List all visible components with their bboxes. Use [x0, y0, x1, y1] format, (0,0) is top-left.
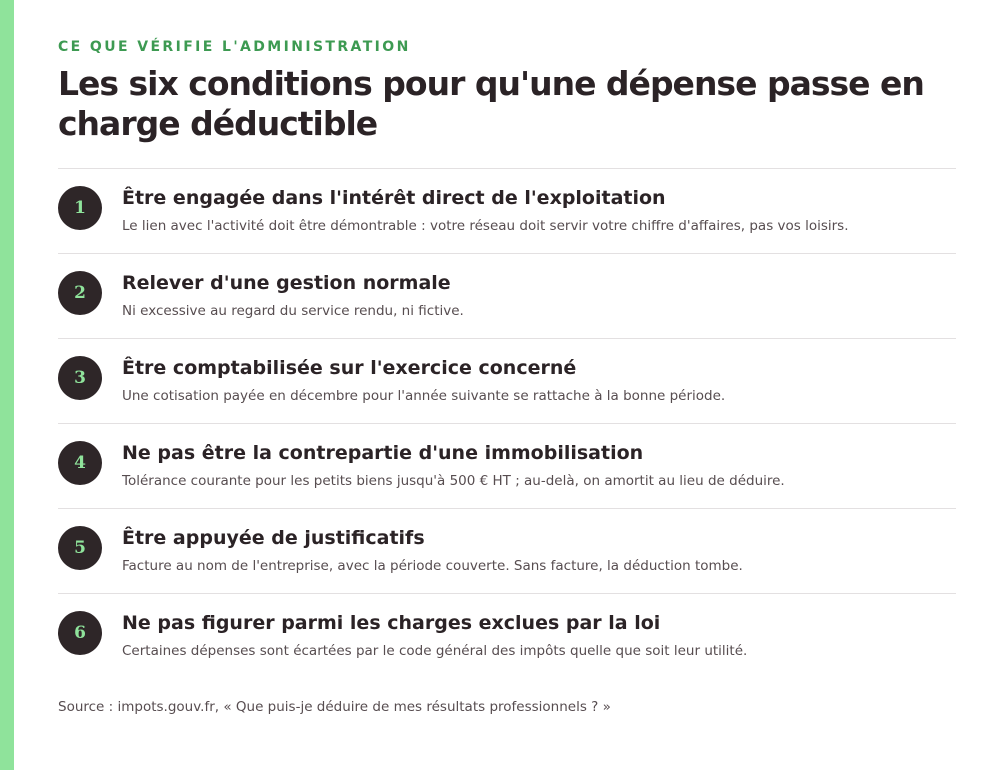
condition-description: Certaines dépenses sont écartées par le code général des impôts quelle que soit leur utilité. [122, 643, 748, 659]
source-note: Source : impots.gouv.fr, « Que puis-je déduire de mes résultats professionnels ? » [58, 699, 611, 715]
condition-number-badge: 2 [58, 271, 102, 315]
condition-title: Relever d'une gestion normale [122, 272, 451, 294]
condition-number-badge: 6 [58, 611, 102, 655]
condition-title: Être appuyée de justificatifs [122, 527, 425, 549]
condition-title: Être comptabilisée sur l'exercice concerné [122, 357, 577, 379]
condition-description: Facture au nom de l'entreprise, avec la période couverte. Sans facture, la déduction tombe. [122, 558, 743, 574]
condition-text [122, 254, 464, 320]
condition-number-badge: 3 [58, 356, 102, 400]
condition-text [122, 424, 785, 490]
condition-number-badge: 1 [58, 186, 102, 230]
condition-description: Le lien avec l'activité doit être démontrable : votre réseau doit servir votre chiffre d'affaires, pas vos loisirs. [122, 218, 849, 234]
condition-item-4 [58, 424, 956, 509]
condition-item-1 [58, 169, 956, 254]
article-content [58, 38, 956, 715]
condition-title: Ne pas figurer parmi les charges exclues par la loi [122, 612, 661, 634]
accent-bar [0, 0, 14, 770]
condition-item-5 [58, 509, 956, 594]
condition-text [122, 339, 725, 405]
page-title: Les six conditions pour qu'une dépense passe en charge déductible [58, 64, 924, 143]
conditions-list [58, 168, 956, 679]
eyebrow-label: CE QUE VÉRIFIE L'ADMINISTRATION [58, 39, 411, 55]
condition-title: Être engagée dans l'intérêt direct de l'exploitation [122, 187, 666, 209]
condition-number-badge: 5 [58, 526, 102, 570]
condition-text [122, 169, 849, 235]
condition-description: Une cotisation payée en décembre pour l'année suivante se rattache à la bonne période. [122, 388, 726, 404]
condition-item-6 [58, 594, 956, 679]
condition-item-2 [58, 254, 956, 339]
condition-description: Ni excessive au regard du service rendu, ni fictive. [122, 303, 464, 319]
condition-text [122, 594, 747, 660]
condition-item-3 [58, 339, 956, 424]
condition-description: Tolérance courante pour les petits biens jusqu'à 500 € HT ; au-delà, on amortit au lieu de déduire. [122, 473, 785, 489]
condition-number-badge: 4 [58, 441, 102, 485]
condition-title: Ne pas être la contrepartie d'une immobilisation [122, 442, 644, 464]
condition-text [122, 509, 743, 575]
